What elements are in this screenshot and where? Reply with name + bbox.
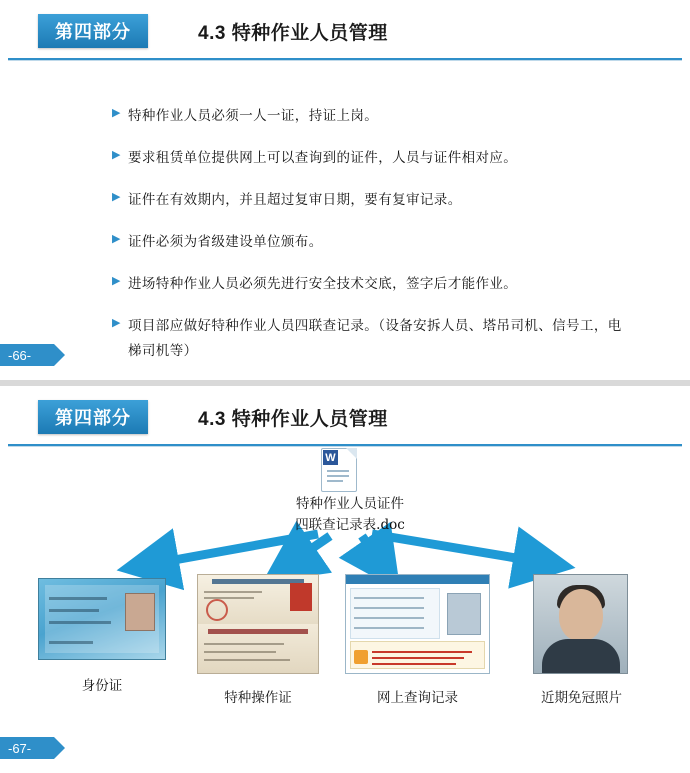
list-item-label: 证件必须为省级建设单位颁布。 bbox=[128, 233, 323, 250]
triangle-bullet-icon: ▶ bbox=[112, 190, 121, 203]
list-item-label: 要求租赁单位提供网上可以查询到的证件，人员与证件相对应。 bbox=[128, 149, 518, 166]
certificate-line bbox=[204, 597, 254, 599]
portrait-photo bbox=[533, 574, 628, 674]
operation-certificate-caption: 特种操作证 bbox=[224, 690, 292, 706]
certificate-line bbox=[204, 591, 262, 593]
triangle-bullet-icon: ▶ bbox=[112, 232, 121, 245]
operation-certificate-image bbox=[197, 574, 319, 674]
slide-67 bbox=[0, 386, 690, 773]
slide-66 bbox=[0, 0, 690, 380]
certificate-title-bar-2 bbox=[208, 629, 308, 634]
bullet-list bbox=[112, 104, 632, 380]
certificate-seal-icon bbox=[206, 599, 228, 621]
query-line bbox=[354, 597, 424, 599]
section-badge: 第四部分 bbox=[38, 400, 148, 434]
list-item bbox=[112, 272, 632, 297]
document-line bbox=[327, 470, 349, 472]
document-line bbox=[327, 475, 349, 477]
document-caption bbox=[265, 494, 435, 536]
query-line bbox=[354, 607, 424, 609]
header-divider-soft bbox=[8, 60, 682, 61]
list-item bbox=[112, 146, 632, 171]
slide-header bbox=[0, 0, 690, 56]
id-card-caption: 身份证 bbox=[81, 678, 123, 694]
page-number-badge: -67- bbox=[0, 737, 54, 759]
id-card-line bbox=[49, 641, 93, 644]
page-title: 4.3 特种作业人员管理 bbox=[198, 23, 388, 44]
query-window-titlebar bbox=[346, 575, 489, 584]
query-notice-line bbox=[372, 657, 464, 659]
id-card-line bbox=[49, 609, 99, 612]
triangle-bullet-icon: ▶ bbox=[112, 274, 121, 287]
query-portrait bbox=[447, 593, 481, 635]
document-fold-shape bbox=[346, 448, 357, 459]
triangle-bullet-icon: ▶ bbox=[112, 316, 121, 329]
id-card-line bbox=[49, 597, 107, 600]
section-badge: 第四部分 bbox=[38, 14, 148, 48]
list-item-label: 证件在有效期内，并且超过复审日期，要有复审记录。 bbox=[128, 191, 462, 208]
certificate-line bbox=[204, 643, 284, 645]
online-query-caption: 网上查询记录 bbox=[377, 690, 458, 706]
list-item bbox=[112, 314, 632, 364]
query-notice-line bbox=[372, 663, 456, 665]
list-item bbox=[112, 230, 632, 255]
portrait-body bbox=[542, 639, 620, 673]
header-divider-soft bbox=[8, 446, 682, 447]
document-caption-line1: 特种作业人员证件 bbox=[296, 496, 404, 512]
id-card-line bbox=[49, 621, 111, 624]
page-number-badge: -66- bbox=[0, 344, 54, 366]
triangle-bullet-icon: ▶ bbox=[112, 107, 121, 119]
query-notice-line bbox=[372, 651, 472, 653]
certificate-photo bbox=[290, 583, 312, 611]
triangle-bullet-icon: ▶ bbox=[112, 148, 121, 161]
list-item-label: 特种作业人员必须一人一证，持证上岗。 bbox=[128, 108, 379, 124]
word-letter-icon: W bbox=[323, 450, 338, 465]
list-item bbox=[112, 188, 632, 213]
slide-header bbox=[0, 386, 690, 442]
document-caption-line2: 四联查记录表.doc bbox=[295, 516, 405, 533]
document-line bbox=[327, 480, 343, 482]
list-item bbox=[112, 104, 632, 129]
query-warning-icon bbox=[354, 650, 368, 664]
portrait-photo-caption: 近期免冠照片 bbox=[541, 690, 622, 706]
query-line bbox=[354, 627, 424, 629]
query-form-panel bbox=[350, 588, 440, 639]
online-query-screenshot bbox=[345, 574, 490, 674]
word-document-icon bbox=[321, 448, 357, 490]
certificate-line bbox=[204, 659, 290, 661]
certificate-line bbox=[204, 651, 276, 653]
id-card-image bbox=[38, 578, 166, 660]
page-title: 4.3 特种作业人员管理 bbox=[198, 409, 388, 430]
list-item-label: 项目部应做好特种作业人员四联查记录。（设备安拆人员、塔吊司机、信号工，电梯司机等） bbox=[128, 317, 622, 359]
id-card-portrait bbox=[125, 593, 155, 631]
list-item-label: 进场特种作业人员必须先进行安全技术交底，签字后才能作业。 bbox=[128, 275, 518, 292]
portrait-head bbox=[559, 589, 603, 641]
query-line bbox=[354, 617, 424, 619]
